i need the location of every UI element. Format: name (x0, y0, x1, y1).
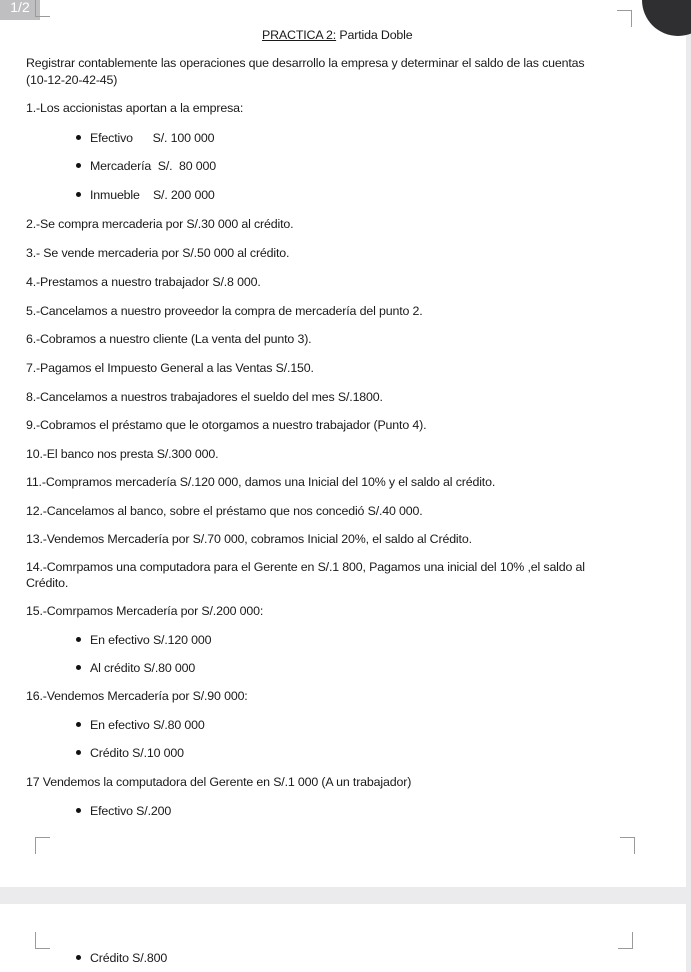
document-page-2 (0, 904, 686, 972)
item-1: 1.-Los accionistas aportan a la empresa: (26, 101, 244, 115)
item-4: 4.-Prestamos a nuestro trabajador S/.8 000. (26, 275, 261, 289)
item-17: 17 Vendemos la computadora del Gerente en S/.1 000 (A un trabajador) (26, 775, 412, 789)
item-14-cont: Crédito. (26, 576, 69, 590)
bullet-icon (76, 722, 81, 727)
list-item: Crédito S/.800 (90, 950, 167, 966)
list-item: Mercadería S/. 80 000 (90, 158, 216, 174)
crop-corner-top-left (35, 0, 50, 17)
list-item: Inmueble S/. 200 000 (90, 187, 215, 203)
crop-corner-bottom-right (620, 837, 635, 854)
bullet-icon (76, 135, 81, 140)
list-item: Efectivo S/.200 (90, 803, 171, 819)
item-16: 16.-Vendemos Mercadería por S/.90 000: (26, 689, 248, 703)
bullet-icon (76, 750, 81, 755)
list-item: En efectivo S/.80 000 (90, 717, 205, 733)
item-11: 11.-Compramos mercadería S/.120 000, damos una Inicial del 10% y el saldo al crédito. (26, 475, 496, 489)
item-2: 2.-Se compra mercaderia por S/.30 000 al crédito. (26, 217, 294, 231)
crop-corner-top-left (35, 932, 50, 949)
bullet-icon (76, 192, 81, 197)
page-title: PRACTICA 2: Partida Doble (262, 28, 413, 42)
list-item: Crédito S/.10 000 (90, 745, 184, 761)
account-codes: (10-12-20-42-45) (26, 73, 118, 87)
item-5: 5.-Cancelamos a nuestro proveedor la compra de mercadería del punto 2. (26, 304, 423, 318)
item-8: 8.-Cancelamos a nuestros trabajadores el sueldo del mes S/.1800. (26, 390, 383, 404)
list-item: Al crédito S/.80 000 (90, 660, 195, 676)
item-10: 10.-El banco nos presta S/.300 000. (26, 447, 219, 461)
item-15: 15.-Comrpamos Mercadería por S/.200 000: (26, 604, 264, 618)
item-9: 9.-Cobramos el préstamo que le otorgamos a nuestro trabajador (Punto 4). (26, 418, 427, 432)
item-14: 14.-Comrpamos una computadora para el Gerente en S/.1 800, Pagamos una inicial del 10% ,el saldo al (26, 560, 585, 574)
item-3: 3.- Se vende mercaderia por S/.50 000 al crédito. (26, 246, 290, 260)
crop-corner-bottom-left (35, 837, 50, 854)
item-6: 6.-Cobramos a nuestro cliente (La venta del punto 3). (26, 332, 312, 346)
bullet-icon (76, 955, 81, 960)
item-12: 12.-Cancelamos al banco, sobre el préstamo que nos concedió S/.40 000. (26, 504, 423, 518)
bullet-icon (76, 637, 81, 642)
intro-text: Registrar contablemente las operaciones que desarrollo la empresa y determinar el saldo de las cuentas (26, 56, 585, 70)
bullet-icon (76, 808, 81, 813)
crop-corner-top-right (618, 932, 633, 949)
crop-corner-top-right (617, 10, 632, 27)
bullet-icon (76, 163, 81, 168)
page-indicator: 1/2 (0, 0, 40, 20)
bullet-icon (76, 665, 81, 670)
list-item: En efectivo S/.120 000 (90, 632, 211, 648)
list-item: Efectivo S/. 100 000 (90, 130, 214, 146)
item-13: 13.-Vendemos Mercadería por S/.70 000, cobramos Inicial 20%, el saldo al Crédito. (26, 532, 472, 546)
item-7: 7.-Pagamos el Impuesto General a las Ventas S/.150. (26, 361, 314, 375)
floating-action-button[interactable] (642, 0, 691, 36)
